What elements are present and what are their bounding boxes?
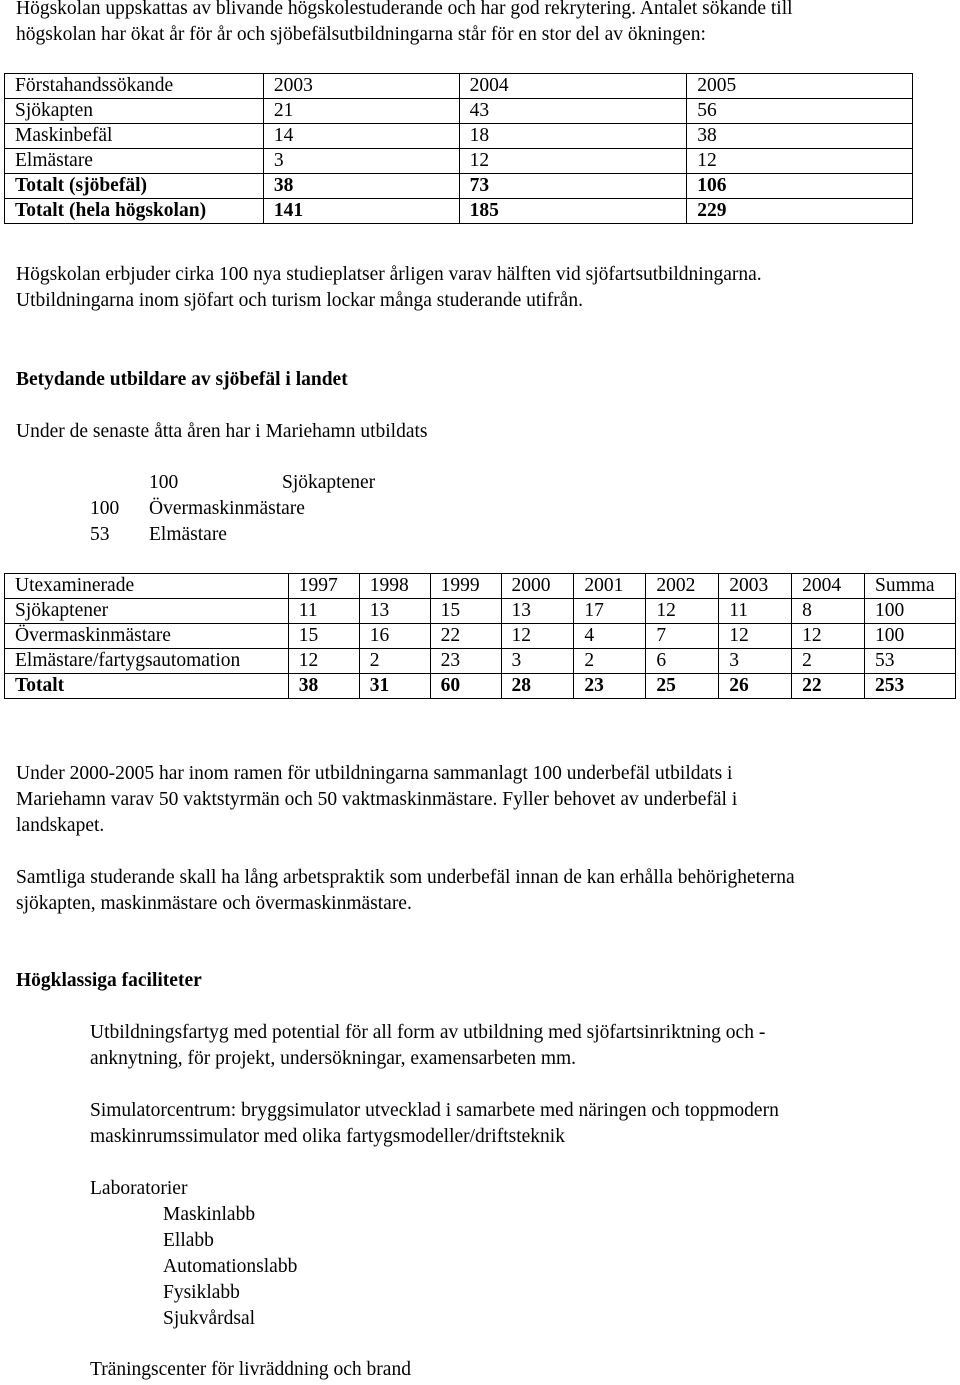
table-cell: 141 xyxy=(263,199,459,224)
applicants-header-cell: 2003 xyxy=(263,74,459,99)
table-cell: 21 xyxy=(263,99,459,124)
table-cell: 12 xyxy=(646,599,719,624)
table-row xyxy=(5,649,956,674)
paragraph-line: landskapet. xyxy=(16,815,105,836)
paragraph-line: Högskolan erbjuder cirka 100 nya studieplatser årligen varav hälften vid sjöfartsutbildningarna. xyxy=(16,264,762,285)
table-cell: 12 xyxy=(792,624,865,649)
list-count: 53 xyxy=(90,524,110,545)
labs-list xyxy=(163,1202,297,1332)
table-cell: 253 xyxy=(864,674,955,699)
table-cell: 38 xyxy=(263,174,459,199)
table-cell: 8 xyxy=(792,599,865,624)
table-cell: 106 xyxy=(687,174,913,199)
table-cell: Elmästare xyxy=(5,149,264,174)
intro-line-2: högskolan har ökat år för år och sjöbefälsutbildningarna står för en stor del av ökningen: xyxy=(16,24,706,45)
table-cell: 11 xyxy=(288,599,359,624)
intro-line-1: Högskolan uppskattas av blivande högskolestuderande och har god rekrytering. Antalet sökande till xyxy=(16,0,793,19)
offering-paragraph xyxy=(16,262,762,314)
list-count: 100 xyxy=(149,472,179,493)
graduates-table xyxy=(4,573,956,699)
table-cell: 3 xyxy=(501,649,574,674)
table-cell: 100 xyxy=(864,599,955,624)
graduates-header-cell: Utexaminerade xyxy=(5,574,289,599)
table-cell: 23 xyxy=(574,674,646,699)
table-cell: 53 xyxy=(864,649,955,674)
underofficers-paragraph xyxy=(16,761,737,839)
table-cell: 12 xyxy=(501,624,574,649)
table-cell: 18 xyxy=(459,124,687,149)
practice-paragraph xyxy=(16,865,795,917)
table-cell: Sjökapten xyxy=(5,99,264,124)
section-heading-facilities: Högklassiga faciliteter xyxy=(16,970,202,991)
table-cell: 16 xyxy=(359,624,430,649)
table-cell: 14 xyxy=(263,124,459,149)
table-cell: 2 xyxy=(792,649,865,674)
table-cell: 38 xyxy=(288,674,359,699)
table-row xyxy=(5,149,913,174)
table-cell: 100 xyxy=(864,624,955,649)
table-cell: 4 xyxy=(574,624,646,649)
table-cell: Totalt (hela högskolan) xyxy=(5,199,264,224)
table-cell: 22 xyxy=(430,624,501,649)
table-cell: 43 xyxy=(459,99,687,124)
table-cell: 185 xyxy=(459,199,687,224)
table-cell: Elmästare/fartygsautomation xyxy=(5,649,289,674)
list-item: Maskinlabb xyxy=(163,1204,256,1225)
paragraph-line: sjökapten, maskinmästare och övermaskinmästare. xyxy=(16,893,412,914)
table-cell: 22 xyxy=(792,674,865,699)
table-cell: Totalt xyxy=(5,674,289,699)
table-row-total xyxy=(5,674,956,699)
table-cell: 17 xyxy=(574,599,646,624)
table-cell: 2 xyxy=(359,649,430,674)
table-cell: 31 xyxy=(359,674,430,699)
table-cell: 28 xyxy=(501,674,574,699)
paragraph-line: Utbildningsfartyg med potential för all form av utbildning med sjöfartsinriktning och - xyxy=(90,1022,766,1043)
table-cell: 73 xyxy=(459,174,687,199)
paragraph-line: Utbildningarna inom sjöfart och turism lockar många studerande utifrån. xyxy=(16,290,583,311)
table-cell: 23 xyxy=(430,649,501,674)
graduates-header-cell: 1998 xyxy=(359,574,430,599)
facility-ship xyxy=(90,1020,765,1072)
table-cell: 7 xyxy=(646,624,719,649)
graduates-header-cell: 2004 xyxy=(792,574,865,599)
list-label: Sjökaptener xyxy=(282,472,376,493)
table-cell: 11 xyxy=(719,599,792,624)
table-row xyxy=(5,124,913,149)
table-cell: 38 xyxy=(687,124,913,149)
graduates-header-cell: 1997 xyxy=(288,574,359,599)
table-cell: 25 xyxy=(646,674,719,699)
table-cell: 3 xyxy=(263,149,459,174)
table-cell: 6 xyxy=(646,649,719,674)
labs-title: Laboratorier xyxy=(90,1178,188,1199)
graduates-header-row xyxy=(5,574,956,599)
table-cell: 13 xyxy=(501,599,574,624)
graduates-header-cell: 2001 xyxy=(574,574,646,599)
paragraph-line: Mariehamn varav 50 vaktstyrmän och 50 vaktmaskinmästare. Fyller behovet av underbefäl i xyxy=(16,789,738,810)
applicants-header-row xyxy=(5,74,913,99)
table-cell: 15 xyxy=(430,599,501,624)
table-cell: 12 xyxy=(687,149,913,174)
list-item: Ellabb xyxy=(163,1230,214,1251)
paragraph-line: Simulatorcentrum: bryggsimulator utvecklad i samarbete med näringen och toppmodern xyxy=(90,1100,779,1121)
graduates-header-cell: 1999 xyxy=(430,574,501,599)
table-cell: 229 xyxy=(687,199,913,224)
table-cell: 56 xyxy=(687,99,913,124)
table-row xyxy=(5,599,956,624)
table-row-total xyxy=(5,174,913,199)
table-cell: 15 xyxy=(288,624,359,649)
list-label: Övermaskinmästare xyxy=(149,498,305,519)
paragraph-line: maskinrumssimulator med olika fartygsmodeller/driftsteknik xyxy=(90,1126,565,1147)
applicants-header-cell: 2004 xyxy=(459,74,687,99)
applicants-table xyxy=(4,73,913,224)
table-cell: 12 xyxy=(719,624,792,649)
table-row-total xyxy=(5,199,913,224)
graduates-header-cell: 2002 xyxy=(646,574,719,599)
list-label: Elmästare xyxy=(149,524,227,545)
table-cell: 12 xyxy=(459,149,687,174)
intro-paragraph xyxy=(16,0,793,48)
graduates-header-cell: 2003 xyxy=(719,574,792,599)
list-item: Fysiklabb xyxy=(163,1282,240,1303)
list-item: Sjukvårdsal xyxy=(163,1308,256,1329)
applicants-header-cell: Förstahandssökande xyxy=(5,74,264,99)
table-row xyxy=(5,624,956,649)
table-cell: Totalt (sjöbefäl) xyxy=(5,174,264,199)
table-cell: 26 xyxy=(719,674,792,699)
table-cell: 3 xyxy=(719,649,792,674)
section-intro: Under de senaste åtta åren har i Mariehamn utbildats xyxy=(16,421,428,442)
table-cell: 12 xyxy=(288,649,359,674)
training-center: Träningscenter för livräddning och brand xyxy=(90,1359,411,1380)
applicants-header-cell: 2005 xyxy=(687,74,913,99)
facility-simulator xyxy=(90,1098,779,1150)
paragraph-line: anknytning, för projekt, undersökningar, examensarbeten mm. xyxy=(90,1048,577,1069)
table-cell: 60 xyxy=(430,674,501,699)
paragraph-line: Under 2000-2005 har inom ramen för utbildningarna sammanlagt 100 underbefäl utbildats i xyxy=(16,763,733,784)
table-cell: 2 xyxy=(574,649,646,674)
paragraph-line: Samtliga studerande skall ha lång arbetspraktik som underbefäl innan de kan erhålla behörigheterna xyxy=(16,867,795,888)
list-count: 100 xyxy=(90,498,120,519)
graduates-header-cell: Summa xyxy=(864,574,955,599)
section-heading-educators: Betydande utbildare av sjöbefäl i landet xyxy=(16,369,348,390)
table-cell: Maskinbefäl xyxy=(5,124,264,149)
table-cell: Övermaskinmästare xyxy=(5,624,289,649)
table-row xyxy=(5,99,913,124)
graduates-header-cell: 2000 xyxy=(501,574,574,599)
table-cell: 13 xyxy=(359,599,430,624)
table-cell: Sjökaptener xyxy=(5,599,289,624)
list-item: Automationslabb xyxy=(163,1256,298,1277)
